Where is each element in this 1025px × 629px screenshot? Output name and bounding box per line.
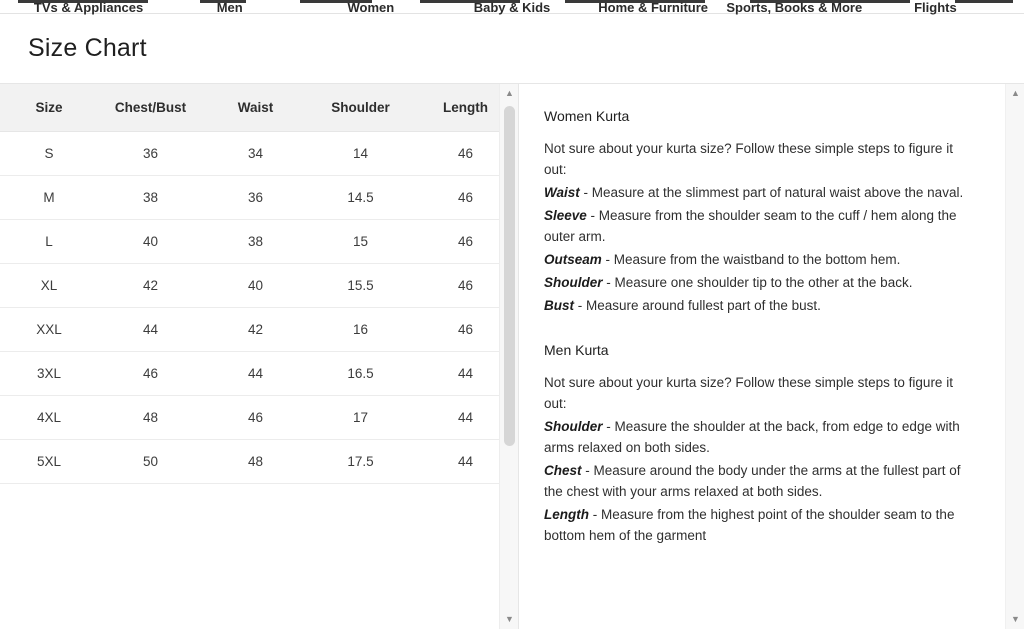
women-measure-bust-term: Bust [544, 298, 574, 313]
cell-length: 44 [413, 396, 518, 440]
women-measure-shoulder-text: - Measure one shoulder tip to the other at the back. [602, 275, 913, 290]
women-measure-waist-text: - Measure at the slimmest part of natural waist above the naval. [579, 185, 964, 200]
cell-shoulder: 17.5 [308, 440, 413, 484]
cell-waist: 44 [203, 352, 308, 396]
cell-shoulder: 16 [308, 308, 413, 352]
table-row [0, 264, 518, 308]
men-measure-chest-term: Chest [544, 463, 582, 478]
women-measure-sleeve-text: - Measure from the shoulder seam to the cuff / hem along the outer arm. [544, 208, 957, 244]
cell-length: 44 [413, 352, 518, 396]
cell-waist: 40 [203, 264, 308, 308]
scroll-down-arrow-icon[interactable]: ▼ [505, 614, 514, 624]
nav-item-baby-kids[interactable]: Baby & Kids [473, 0, 551, 15]
women-measure-sleeve-term: Sleeve [544, 208, 587, 223]
cell-shoulder: 15.5 [308, 264, 413, 308]
page-title: Size Chart [28, 34, 147, 62]
women-measure-waist [544, 182, 976, 203]
cell-waist: 38 [203, 220, 308, 264]
column-header-chest-bust: Chest/Bust [98, 84, 203, 132]
women-kurta-heading: Women Kurta [544, 108, 630, 124]
info-scroll-down-arrow-icon[interactable]: ▼ [1011, 614, 1020, 624]
nav-item-men[interactable]: Men [216, 0, 243, 15]
women-measure-outseam-term: Outseam [544, 252, 602, 267]
men-measure-shoulder [544, 416, 976, 458]
cell-shoulder: 17 [308, 396, 413, 440]
cell-size: S [0, 132, 98, 176]
scrollbar-thumb[interactable] [504, 106, 515, 446]
women-measure-bust-text: - Measure around fullest part of the bust. [574, 298, 821, 313]
nav-item-women[interactable]: Women [347, 0, 395, 15]
cell-chest: 46 [98, 352, 203, 396]
cell-shoulder: 15 [308, 220, 413, 264]
cell-waist: 34 [203, 132, 308, 176]
cell-waist: 36 [203, 176, 308, 220]
women-measure-bust [544, 295, 976, 316]
info-scroll-up-arrow-icon[interactable]: ▲ [1011, 88, 1020, 98]
men-kurta-intro: Not sure about your kurta size? Follow these simple steps to figure it out: [544, 375, 953, 411]
men-measure-shoulder-text: - Measure the shoulder at the back, from edge to edge with arms relaxed on both sides. [544, 419, 960, 455]
cell-size: M [0, 176, 98, 220]
table-row [0, 220, 518, 264]
column-header-shoulder: Shoulder [308, 84, 413, 132]
men-measure-chest-text: - Measure around the body under the arms at the fullest part of the chest with your arms relaxed at both sides. [544, 463, 961, 499]
cell-chest: 48 [98, 396, 203, 440]
table-row [0, 352, 518, 396]
cell-length: 46 [413, 264, 518, 308]
women-measure-shoulder-term: Shoulder [544, 275, 603, 290]
size-table-scrollbar[interactable] [499, 84, 518, 629]
cell-chest: 36 [98, 132, 203, 176]
women-measure-waist-term: Waist [544, 185, 580, 200]
column-header-size: Size [0, 84, 98, 132]
cell-chest: 44 [98, 308, 203, 352]
size-table-panel [0, 84, 519, 629]
cell-length: 46 [413, 176, 518, 220]
cell-waist: 42 [203, 308, 308, 352]
women-measure-shoulder [544, 272, 976, 293]
column-header-length: Length [413, 84, 518, 132]
cell-waist: 48 [203, 440, 308, 484]
cell-shoulder: 16.5 [308, 352, 413, 396]
measurement-info-panel [519, 84, 1024, 629]
cell-size: 5XL [0, 440, 98, 484]
men-measure-length-text: - Measure from the highest point of the shoulder seam to the bottom hem of the garment [544, 507, 955, 543]
cell-shoulder: 14.5 [308, 176, 413, 220]
column-header-waist: Waist [203, 84, 308, 132]
cell-length: 46 [413, 132, 518, 176]
nav-item-home-furniture[interactable]: Home & Furniture [598, 0, 709, 15]
cell-shoulder: 14 [308, 132, 413, 176]
measurement-info-content [519, 84, 1024, 629]
table-row [0, 308, 518, 352]
nav-item-sports-books-more[interactable]: Sports, Books & More [726, 0, 863, 15]
cell-waist: 46 [203, 396, 308, 440]
men-measure-length-term: Length [544, 507, 589, 522]
cell-size: 3XL [0, 352, 98, 396]
women-measure-outseam [544, 249, 976, 270]
cell-length: 46 [413, 220, 518, 264]
men-measure-shoulder-term: Shoulder [544, 419, 603, 434]
scroll-up-arrow-icon[interactable]: ▲ [505, 88, 514, 98]
cell-chest: 42 [98, 264, 203, 308]
cell-chest: 38 [98, 176, 203, 220]
size-table [0, 84, 518, 484]
cell-size: XXL [0, 308, 98, 352]
size-table-scroll-area[interactable] [0, 84, 518, 629]
women-measure-sleeve [544, 205, 976, 247]
table-body [0, 132, 518, 484]
cell-length: 46 [413, 308, 518, 352]
table-row [0, 176, 518, 220]
nav-item-flights[interactable]: Flights [914, 0, 957, 15]
table-row [0, 132, 518, 176]
women-measure-outseam-text: - Measure from the waistband to the bottom hem. [601, 252, 901, 267]
size-chart-body [0, 83, 1024, 629]
cell-size: L [0, 220, 98, 264]
men-measure-length [544, 504, 976, 546]
cell-chest: 40 [98, 220, 203, 264]
top-navigation-bar[interactable] [0, 0, 1024, 14]
table-row [0, 440, 518, 484]
women-kurta-intro: Not sure about your kurta size? Follow these simple steps to figure it out: [544, 141, 953, 177]
nav-item-tvs-appliances[interactable]: TVs & Appliances [33, 0, 144, 15]
cell-chest: 50 [98, 440, 203, 484]
table-header-row [0, 84, 518, 132]
men-measure-chest [544, 460, 976, 502]
info-panel-scrollbar[interactable] [1005, 84, 1024, 629]
table-row [0, 396, 518, 440]
cell-length: 44 [413, 440, 518, 484]
men-kurta-heading: Men Kurta [544, 342, 609, 358]
cell-size: 4XL [0, 396, 98, 440]
cell-size: XL [0, 264, 98, 308]
